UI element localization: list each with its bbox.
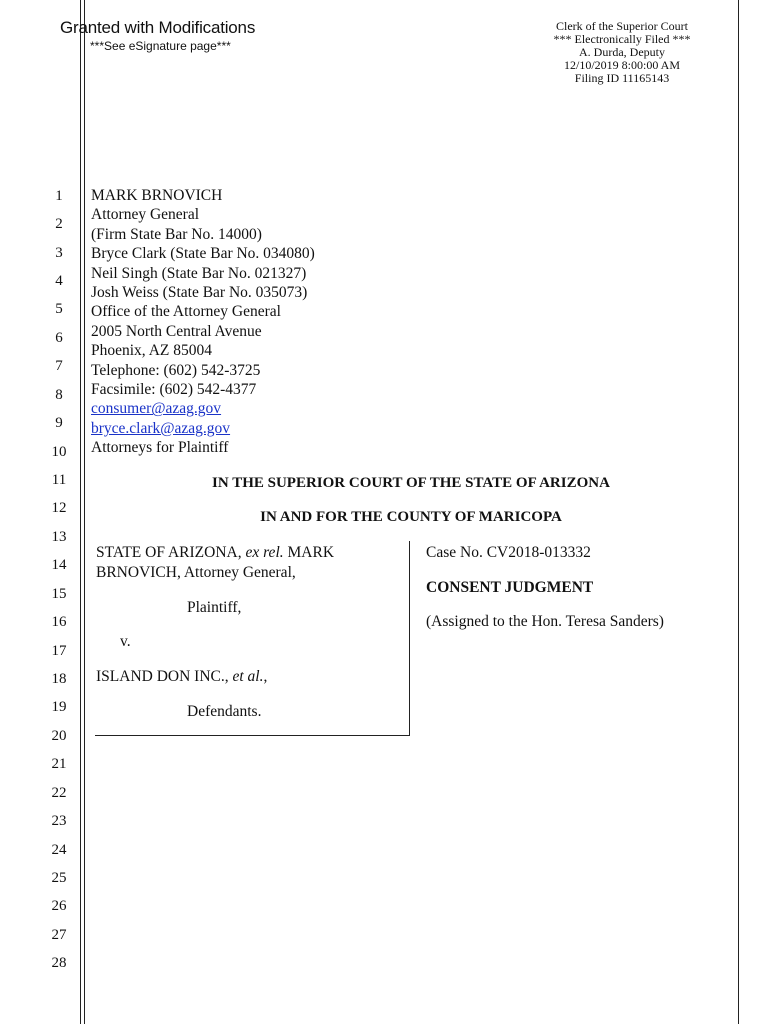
left-margin-rule-inner bbox=[84, 0, 85, 1024]
defendant-name bbox=[96, 667, 267, 687]
plaintiff-name-line1 bbox=[96, 543, 334, 563]
line-number: 27 bbox=[51, 927, 67, 943]
line-number: 10 bbox=[51, 444, 67, 460]
plaintiff-text: STATE OF ARIZONA, bbox=[96, 544, 246, 561]
county-heading: IN AND FOR THE COUNTY OF MARICOPA bbox=[260, 509, 562, 525]
right-margin-rule bbox=[738, 0, 739, 1024]
line-number: 24 bbox=[51, 842, 67, 858]
plaintiff-text: MARK bbox=[283, 544, 335, 561]
versus-label: v. bbox=[120, 633, 131, 650]
line-number: 11 bbox=[51, 472, 67, 488]
line-number: 21 bbox=[51, 756, 67, 772]
attorney-block bbox=[91, 186, 315, 458]
line-number: 28 bbox=[51, 955, 67, 971]
line-number: 26 bbox=[51, 898, 67, 914]
case-number: Case No. CV2018-013332 bbox=[426, 544, 591, 561]
attorney-general-name: MARK BRNOVICH bbox=[91, 187, 223, 204]
line-number: 19 bbox=[51, 699, 67, 715]
firm-bar-number: (Firm State Bar No. 14000) bbox=[91, 225, 262, 243]
line-number: 18 bbox=[51, 671, 67, 687]
line-number: 5 bbox=[55, 301, 63, 317]
clerk-line: *** Electronically Filed *** bbox=[553, 32, 691, 46]
telephone: Telephone: (602) 542-3725 bbox=[91, 361, 261, 379]
left-margin-rule-outer bbox=[80, 0, 81, 1024]
clerk-filing-block bbox=[522, 20, 722, 85]
line-number: 14 bbox=[51, 557, 67, 573]
office-city: Phoenix, AZ 85004 bbox=[91, 342, 212, 360]
defendant-text: , bbox=[263, 668, 268, 685]
office-name: Office of the Attorney General bbox=[91, 303, 281, 321]
line-number: 25 bbox=[51, 870, 67, 886]
court-heading: IN THE SUPERIOR COURT OF THE STATE OF ARIZONA bbox=[212, 475, 610, 491]
line-number: 9 bbox=[55, 415, 63, 431]
line-number: 13 bbox=[51, 529, 67, 545]
attorneys-for-plaintiff: Attorneys for Plaintiff bbox=[91, 439, 229, 457]
line-number: 20 bbox=[51, 728, 67, 744]
et-al-text: et al. bbox=[232, 668, 264, 685]
granted-stamp-title: Granted with Modifications bbox=[60, 18, 256, 37]
line-number: 2 bbox=[55, 216, 63, 232]
line-number: 7 bbox=[55, 358, 63, 374]
line-number: 8 bbox=[55, 387, 63, 403]
email-link-bryce-clark[interactable]: bryce.clark@azag.gov bbox=[91, 419, 231, 437]
clerk-line: Clerk of the Superior Court bbox=[556, 19, 688, 33]
line-number: 22 bbox=[51, 785, 67, 801]
clerk-line: Filing ID 11165143 bbox=[574, 71, 670, 85]
line-number: 4 bbox=[55, 273, 63, 289]
attorney-line: Neil Singh (State Bar No. 021327) bbox=[91, 264, 307, 282]
line-number: 12 bbox=[51, 500, 67, 516]
clerk-line: A. Durda, Deputy bbox=[579, 45, 665, 59]
line-number: 15 bbox=[51, 586, 67, 602]
plaintiff-name-line2: BRNOVICH, Attorney General, bbox=[96, 564, 296, 581]
defendant-text: ISLAND DON INC., bbox=[96, 668, 233, 685]
attorney-general-title: Attorney General bbox=[91, 206, 200, 224]
line-number: 16 bbox=[51, 614, 67, 630]
clerk-line: 12/10/2019 8:00:00 AM bbox=[563, 58, 680, 72]
plaintiff-label: Plaintiff, bbox=[187, 599, 242, 616]
document-title: CONSENT JUDGMENT bbox=[426, 579, 594, 596]
line-number: 6 bbox=[55, 330, 63, 346]
line-number: 3 bbox=[55, 245, 63, 261]
line-number: 17 bbox=[51, 643, 67, 659]
ex-rel-text: ex rel. bbox=[245, 544, 284, 561]
line-number: 23 bbox=[51, 813, 67, 829]
defendant-label: Defendants. bbox=[187, 703, 262, 720]
office-street: 2005 North Central Avenue bbox=[91, 322, 262, 340]
attorney-line: Bryce Clark (State Bar No. 034080) bbox=[91, 245, 315, 263]
caption-divider-vertical bbox=[409, 541, 410, 736]
line-number: 1 bbox=[55, 188, 63, 204]
granted-stamp-subtitle: ***See eSignature page*** bbox=[90, 39, 231, 53]
attorney-line: Josh Weiss (State Bar No. 035073) bbox=[91, 284, 308, 302]
facsimile: Facsimile: (602) 542-4377 bbox=[91, 381, 257, 399]
email-link-consumer[interactable]: consumer@azag.gov bbox=[91, 400, 222, 418]
assigned-judge: (Assigned to the Hon. Teresa Sanders) bbox=[426, 613, 664, 630]
caption-divider-horizontal bbox=[95, 735, 410, 736]
